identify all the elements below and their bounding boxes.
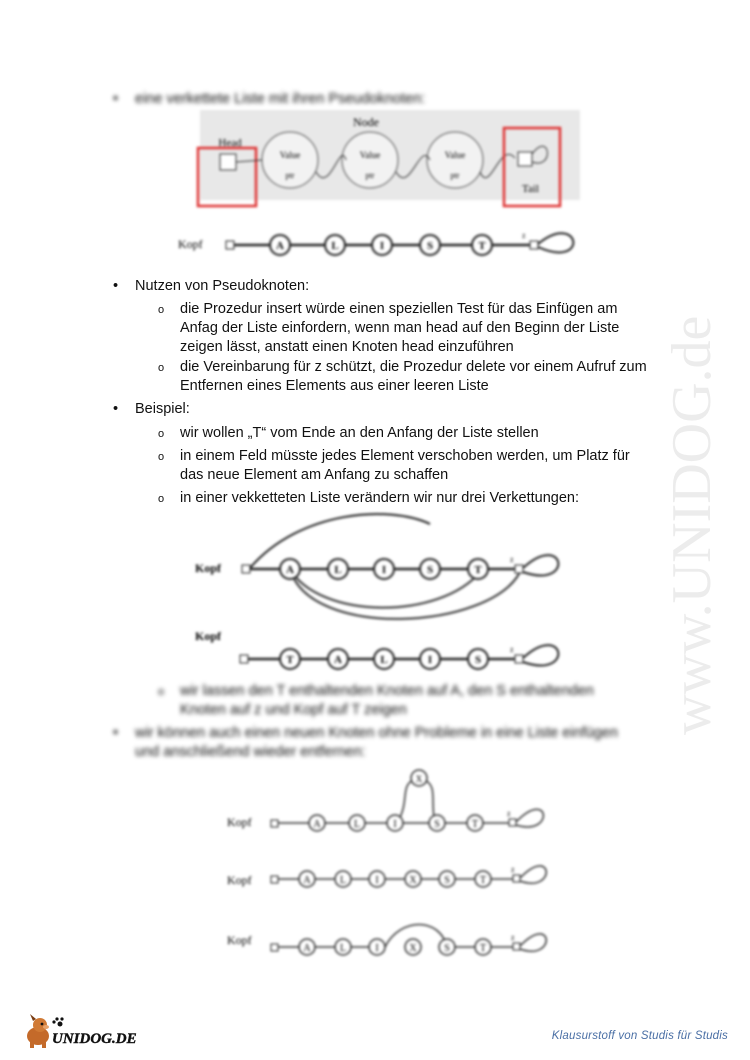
kopf-label-4: Kopf: [227, 815, 252, 829]
value-nodes: [236, 132, 515, 188]
diagram-move-t: [190, 510, 570, 675]
logo-text: UNIDOG.DE: [52, 1031, 137, 1047]
svg-text:ptr: ptr: [365, 171, 375, 180]
beispiel-sub-3: o in einer vekketteten Liste verändern wir nur drei Verkettungen:: [158, 490, 579, 506]
beispiel-sub-1-text: wir wollen „T“ vom Ende an den Anfang der Liste stellen: [180, 425, 539, 441]
kopf-label-3: Kopf: [195, 629, 222, 643]
svg-text:A: A: [313, 819, 321, 830]
dog-icon: [27, 1014, 49, 1048]
svg-text:A: A: [286, 564, 294, 576]
svg-text:S: S: [426, 240, 434, 252]
intro-bullet: • eine verkettete Liste mit ihren Pseudoknoten:: [113, 91, 426, 107]
bullet-insert-text: wir können auch einen neuen Knoten ohne Probleme in eine Liste einfügen und anschließend wieder entfernen:: [135, 725, 618, 760]
nutzen-sub-2: o die Vereinbarung für z schützt, die Prozedur delete vor einem Aufruf zum Entfernen eines Elements aus einer leeren Liste: [158, 359, 647, 394]
svg-text:Value: Value: [359, 150, 381, 160]
svg-text:z: z: [511, 865, 515, 874]
bullet-beispiel: • Beispiel:: [113, 401, 190, 417]
svg-text:S: S: [434, 819, 440, 830]
diagram-insert-x: [225, 762, 555, 962]
svg-text:z: z: [510, 555, 514, 564]
nutzen-sub-1: o die Prozedur insert würde einen speziellen Test für das Einfügen am Anfag der Liste einfordern, wenn man head auf den Beginn der Liste zeigen lässt, anstatt einen Knoten head einzuführen: [158, 301, 620, 355]
diagram-pseudonodes: [170, 110, 590, 270]
svg-text:Value: Value: [279, 150, 301, 160]
svg-text:S: S: [444, 943, 450, 954]
kopf-label-1: Kopf: [178, 237, 203, 251]
nutzen-sub-2-text: die Vereinbarung für z schützt, die Prozedur delete vor einem Aufruf zum Entfernen eines Elements aus einer leeren Liste: [180, 359, 647, 394]
svg-text:T: T: [474, 564, 482, 576]
svg-text:z: z: [511, 933, 515, 942]
svg-text:X: X: [415, 774, 423, 784]
nutzen-heading: Nutzen von Pseudoknoten:: [135, 278, 310, 294]
svg-text:Value: Value: [444, 150, 466, 160]
svg-text:A: A: [334, 654, 342, 666]
svg-text:A: A: [276, 240, 284, 252]
svg-text:I: I: [381, 564, 387, 576]
footer-tagline: Klausurstoff von Studis für Studis: [551, 1030, 728, 1042]
svg-text:I: I: [427, 654, 433, 666]
kopf-label-6: Kopf: [227, 933, 252, 947]
beispiel-sub-3-text: in einer vekketteten Liste verändern wir nur drei Verkettungen:: [180, 490, 579, 506]
svg-text:S: S: [426, 564, 434, 576]
beispiel-sub-2: o in einem Feld müsste jedes Element verschoben werden, um Platz für das neue Element am Anfang zu schaffen: [158, 448, 630, 483]
tail-square: [518, 152, 532, 166]
unidog-logo: [22, 1012, 157, 1050]
bullet-insert: • wir können auch einen neuen Knoten ohne Probleme in eine Liste einfügen und anschließend wieder entfernen:: [113, 725, 618, 760]
svg-text:S: S: [474, 654, 482, 666]
beispiel-sub-1: o wir wollen „T“ vom Ende an den Anfang der Liste stellen: [158, 425, 539, 441]
svg-text:A: A: [303, 875, 311, 886]
svg-text:L: L: [331, 240, 339, 252]
svg-text:S: S: [444, 875, 450, 886]
svg-text:T: T: [479, 875, 487, 886]
svg-text:A: A: [303, 943, 311, 954]
svg-text:I: I: [375, 875, 379, 886]
svg-text:L: L: [380, 654, 388, 666]
tail-label: Tail: [522, 183, 539, 195]
svg-text:I: I: [393, 819, 397, 830]
svg-text:I: I: [375, 943, 379, 954]
node-label: Node: [353, 115, 379, 129]
bullet-nutzen: • Nutzen von Pseudoknoten:: [113, 278, 310, 294]
svg-text:L: L: [353, 819, 361, 830]
svg-text:L: L: [334, 564, 342, 576]
svg-text:T: T: [479, 943, 487, 954]
intro-text: eine verkettete Liste mit ihren Pseudoknoten:: [135, 91, 426, 107]
svg-text:T: T: [286, 654, 294, 666]
beispiel-sub-2-text: in einem Feld müsste jedes Element verschoben werden, um Platz für das neue Element am Anfang zu schaffen: [180, 448, 630, 483]
kopf-label-2: Kopf: [195, 561, 222, 575]
sub-after-diagram2: o wir lassen den T enthaltenden Knoten auf A, den S enthaltenden Knoten auf z und Kopf auf T zeigen: [158, 683, 594, 718]
watermark-text: www.UNIDOG.de: [661, 315, 723, 735]
head-square: [220, 154, 236, 170]
svg-text:ptr: ptr: [285, 171, 295, 180]
svg-text:L: L: [339, 943, 347, 954]
svg-text:T: T: [471, 819, 479, 830]
sub-after-diagram2-text: wir lassen den T enthaltenden Knoten auf A, den S enthaltenden Knoten auf z und Kopf auf T zeigen: [180, 683, 594, 718]
paw-icon: [52, 1017, 63, 1026]
svg-text:T: T: [478, 240, 486, 252]
svg-text:ptr: ptr: [450, 171, 460, 180]
svg-text:z: z: [510, 645, 514, 654]
svg-text:I: I: [379, 240, 385, 252]
svg-text:X: X: [409, 943, 417, 954]
nutzen-sub-1-text: die Prozedur insert würde einen speziellen Test für das Einfügen am Anfag der Liste einfordern, wenn man head auf den Beginn der Liste zeigen lässt, anstatt einen Knoten head einzuführen: [180, 301, 620, 355]
svg-text:L: L: [339, 875, 347, 886]
svg-text:X: X: [409, 875, 417, 886]
head-label: Head: [218, 137, 242, 149]
kopf-label-5: Kopf: [227, 873, 252, 887]
svg-text:z: z: [507, 809, 511, 818]
beispiel-heading: Beispiel:: [135, 401, 190, 417]
svg-text:z: z: [522, 231, 526, 240]
